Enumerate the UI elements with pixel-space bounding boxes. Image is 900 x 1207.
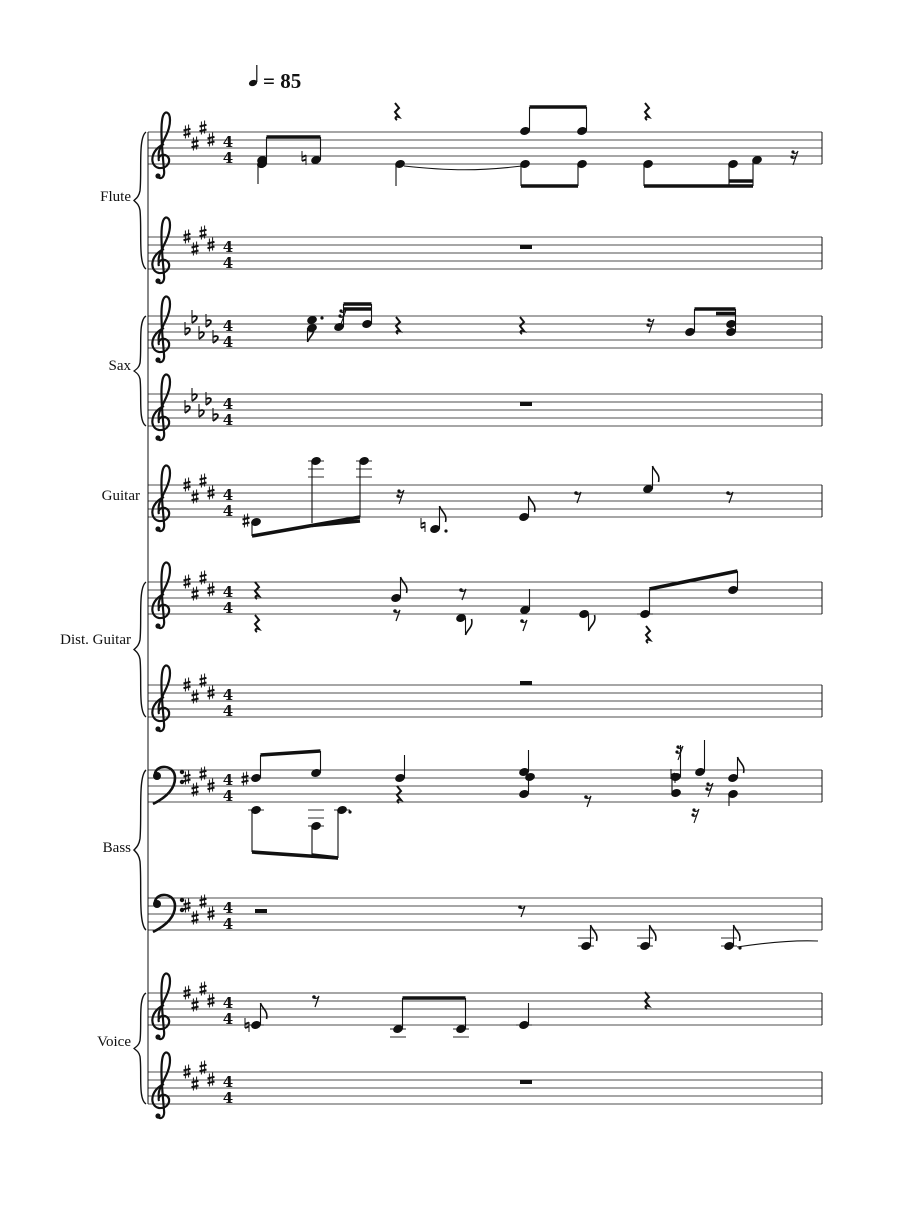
natural-icon: [421, 518, 425, 532]
note-head: [391, 593, 402, 602]
treble-clef-icon: [152, 218, 170, 284]
quarter-rest-icon: [396, 317, 400, 334]
time-signature-lower: 4: [222, 149, 234, 167]
note-head: [726, 327, 737, 336]
sharp-icon: [208, 686, 215, 700]
label-dist-guitar: Dist. Guitar: [60, 632, 131, 648]
sharp-icon: [208, 907, 215, 921]
note-head: [395, 773, 406, 782]
flag: [591, 925, 597, 941]
sharp-icon: [208, 238, 215, 252]
note-head: [519, 512, 530, 521]
treble-clef-icon: [152, 113, 170, 179]
time-signature-lower: 4: [222, 333, 234, 351]
quarter-rest-icon: [395, 103, 399, 120]
note-head: [724, 941, 735, 950]
note-head: [695, 767, 706, 776]
beam: [650, 571, 738, 589]
quarter-rest-icon: [520, 317, 524, 334]
staff: [148, 375, 822, 441]
sharp-icon: [208, 133, 215, 147]
flag: [738, 757, 744, 773]
label-voice: Voice: [97, 1034, 131, 1050]
sharp-icon: [184, 125, 191, 139]
sharp-icon: [208, 583, 215, 597]
quarter-rest-icon: [646, 626, 650, 643]
note-head: [520, 126, 531, 135]
brace-icon: [134, 132, 146, 269]
time-signature-lower: 4: [222, 1089, 234, 1107]
sixteenth-rest-icon: [691, 808, 699, 823]
time-signature-upper: 4: [222, 583, 234, 601]
sixteenth-rest-icon: [338, 309, 346, 324]
flag: [650, 925, 656, 941]
quarter-rest-icon: [645, 103, 649, 120]
note-head: [251, 773, 262, 782]
sharp-icon: [184, 1065, 191, 1079]
flag: [734, 925, 740, 941]
dot: [348, 810, 351, 813]
half-rest-icon: [255, 909, 267, 913]
time-signature-upper: 4: [222, 395, 234, 413]
bass-clef-icon: [153, 895, 184, 932]
quarter-rest-icon: [645, 992, 649, 1009]
notes-layer: [242, 103, 819, 1084]
flat-icon: [199, 404, 204, 417]
time-signature-upper: 4: [222, 238, 234, 256]
treble-clef-icon: [152, 666, 170, 732]
whole-rest-icon: [520, 402, 532, 406]
note-head: [577, 126, 588, 135]
staff: [148, 563, 822, 629]
sharp-icon: [200, 674, 207, 688]
sixteenth-rest-icon: [675, 745, 683, 760]
time-signature-upper: 4: [222, 317, 234, 335]
tempo-text: = 85: [263, 69, 302, 93]
label-flute: Flute: [100, 189, 131, 205]
quarter-rest-icon: [255, 615, 259, 632]
note-head: [362, 319, 373, 328]
beam: [312, 521, 360, 526]
flag: [466, 619, 472, 635]
sharp-icon: [208, 994, 215, 1008]
sharp-icon: [242, 772, 249, 786]
sharp-icon: [192, 911, 199, 925]
note-head: [581, 941, 592, 950]
treble-clef-icon: [152, 375, 170, 441]
note-head: [456, 1024, 467, 1033]
dot: [444, 529, 447, 532]
bass-clef-icon: [153, 767, 184, 804]
whole-rest-icon: [520, 1080, 532, 1084]
sharp-icon: [192, 690, 199, 704]
flag: [653, 466, 659, 482]
sixteenth-rest-icon: [790, 150, 798, 165]
sharp-icon: [192, 783, 199, 797]
sharp-icon: [200, 571, 207, 585]
brace-icon: [134, 770, 146, 930]
sharp-icon: [200, 895, 207, 909]
time-signature-lower: 4: [222, 787, 234, 805]
staff: [148, 1053, 822, 1119]
staff: [148, 767, 822, 806]
sixteenth-rest-icon: [705, 782, 713, 797]
time-signature-lower: 4: [222, 702, 234, 720]
instrument-labels: [60, 189, 140, 1050]
natural-icon: [302, 151, 306, 165]
sixteenth-rest-icon: [646, 318, 654, 333]
treble-clef-icon: [152, 466, 170, 532]
flat-icon: [192, 388, 197, 401]
brace-icon: [134, 582, 146, 717]
staff: [148, 297, 822, 363]
sharp-icon: [184, 899, 191, 913]
note-head: [393, 1024, 404, 1033]
note-head: [519, 789, 530, 798]
label-guitar: Guitar: [101, 488, 140, 504]
time-signature-upper: 4: [222, 1073, 234, 1091]
time-signature-lower: 4: [222, 1010, 234, 1028]
sharp-icon: [208, 1073, 215, 1087]
eighth-rest-icon: [520, 619, 527, 631]
time-signature-upper: 4: [222, 994, 234, 1012]
dot: [320, 316, 323, 319]
note-head: [456, 613, 467, 622]
time-signature-lower: 4: [222, 411, 234, 429]
sharp-icon: [184, 478, 191, 492]
sharp-icon: [184, 230, 191, 244]
whole-rest-icon: [520, 681, 532, 685]
treble-clef-icon: [152, 974, 170, 1040]
tie: [404, 166, 522, 170]
flat-icon: [192, 310, 197, 323]
sixteenth-rest-icon: [396, 489, 404, 504]
eighth-rest-icon: [518, 905, 525, 917]
staff: [148, 666, 822, 732]
flag: [440, 506, 446, 522]
note-head: [307, 323, 318, 332]
note-head: [251, 1020, 262, 1029]
quarter-rest-icon: [397, 786, 401, 803]
time-signature-upper: 4: [222, 686, 234, 704]
time-signature-upper: 4: [222, 486, 234, 504]
time-signature-lower: 4: [222, 254, 234, 272]
note-head: [520, 605, 531, 614]
flag: [401, 577, 407, 593]
note-head: [685, 327, 696, 336]
beam: [261, 751, 321, 755]
label-sax: Sax: [108, 358, 131, 374]
sharp-icon: [243, 514, 250, 528]
flat-icon: [199, 326, 204, 339]
note-head: [728, 585, 739, 594]
staff: [148, 895, 822, 934]
note-head: [726, 319, 737, 328]
quarter-rest-icon: [255, 582, 259, 599]
note-head: [728, 773, 739, 782]
flag: [589, 615, 595, 631]
label-bass: Bass: [102, 840, 131, 856]
sharp-icon: [184, 575, 191, 589]
note-head: [430, 524, 441, 533]
sharp-icon: [200, 767, 207, 781]
note-head: [579, 609, 590, 618]
whole-rest-icon: [520, 245, 532, 249]
note-head: [640, 609, 651, 618]
staff: [148, 218, 822, 284]
treble-clef-icon: [152, 297, 170, 363]
brace-icon: [134, 316, 146, 426]
time-signature-lower: 4: [222, 502, 234, 520]
sharp-icon: [184, 986, 191, 1000]
time-signature-upper: 4: [222, 133, 234, 151]
treble-clef-icon: [152, 1053, 170, 1119]
eighth-rest-icon: [584, 795, 591, 807]
sharp-icon: [184, 678, 191, 692]
note-head: [307, 315, 318, 324]
eighth-rest-icon: [393, 609, 400, 621]
sharp-icon: [208, 779, 215, 793]
time-signature-lower: 4: [222, 599, 234, 617]
sharp-icon: [192, 587, 199, 601]
tie: [737, 941, 818, 947]
note-head: [519, 1020, 530, 1029]
sharp-icon: [200, 982, 207, 996]
note-head: [311, 155, 322, 164]
time-signature-upper: 4: [222, 899, 234, 917]
treble-clef-icon: [152, 563, 170, 629]
staff-system: [134, 113, 822, 1119]
sharp-icon: [208, 486, 215, 500]
flag: [529, 496, 535, 512]
sharp-icon: [184, 771, 191, 785]
time-signature-lower: 4: [222, 915, 234, 933]
note-head: [643, 484, 654, 493]
note-head: [640, 941, 651, 950]
time-signature-upper: 4: [222, 771, 234, 789]
brace-icon: [134, 993, 146, 1104]
tempo-marking: [248, 65, 301, 93]
sharp-icon: [192, 998, 199, 1012]
beam: [252, 517, 360, 536]
